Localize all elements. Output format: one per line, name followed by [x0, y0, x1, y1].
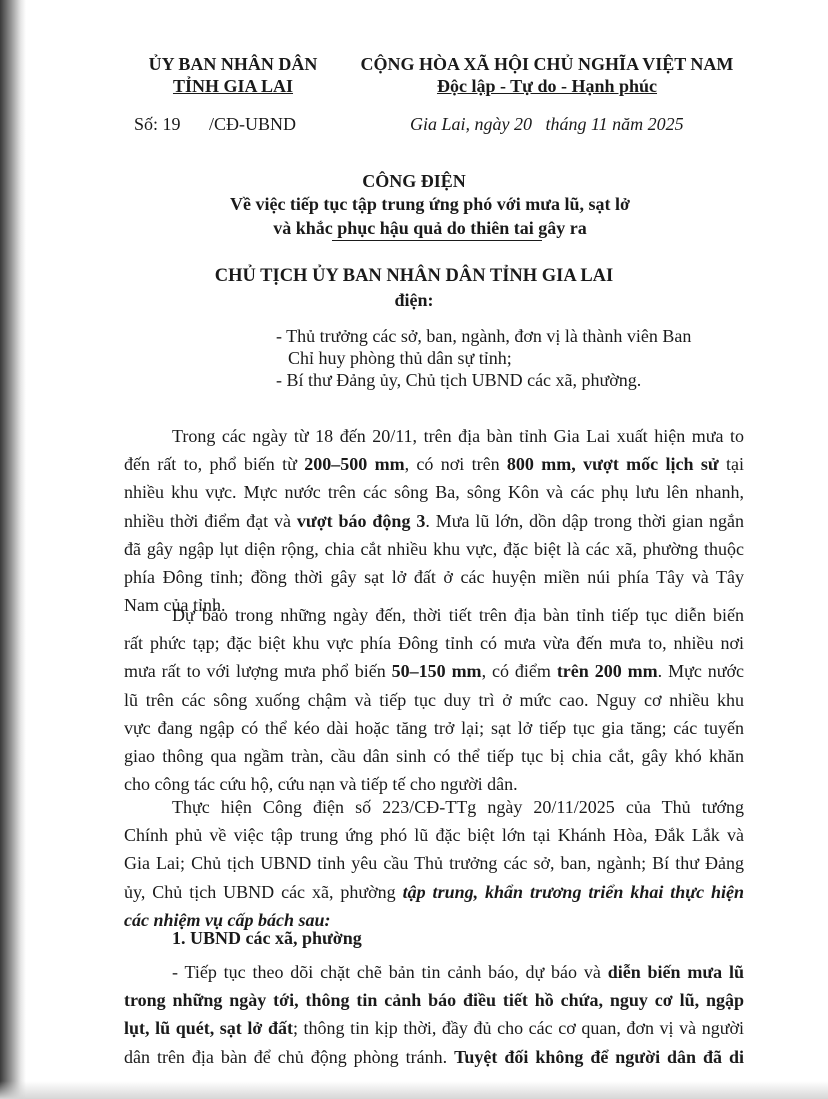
subject-line2: và khắc phục hậu quả do thiên tai gây ra: [273, 218, 587, 238]
p1-line7: Nam của tỉnh.: [124, 595, 226, 616]
recipient-item-1: [276, 325, 691, 391]
page-shadow-left: [0, 0, 26, 1099]
number-suffix: /CĐ-UBND: [209, 114, 297, 134]
recipient-item-2: - Bí thư Đảng ủy, Chủ tịch UBND các xã, phường.: [276, 370, 642, 390]
paragraph-4: [124, 958, 744, 1071]
p1-line5: đã gây ngập lụt diện rộng, chia cắt nhiều khu vực, đặc biệt là các xã, phường thuộc: [124, 538, 744, 559]
paragraph-2: [124, 601, 744, 798]
p1-line4: nhiều thời điểm đạt và vượt báo động 3. Mưa lũ lớn, dồn dập trong thời gian ngắn: [124, 510, 744, 531]
recipient-1-line1: - Thủ trưởng các sở, ban, ngành, đơn vị là thành viên Ban: [276, 326, 692, 346]
p2-line2: rất phức tạp; đặc biệt khu vực phía Đông tỉnh có mưa vừa đến mưa to, nhiều nơi: [124, 633, 744, 654]
sender-title: CHỦ TỊCH ỦY BAN NHÂN DÂN TỈNH GIA LAI: [214, 266, 614, 286]
p2-line7: cho công tác cứu hộ, cứu nạn và tiếp tế cho người dân.: [124, 774, 518, 795]
paragraph-1: [124, 422, 744, 619]
p4-line2: trong những ngày tới, thông tin cảnh báo điều tiết hồ chứa, nguy cơ lũ, ngập: [124, 990, 744, 1011]
subject-line1: Về việc tiếp tục tập trung ứng phó với mưa lũ, sạt lở: [229, 194, 631, 214]
document-number: [134, 114, 296, 135]
sender-verb: điện:: [394, 290, 434, 310]
p1-line2: đến rất to, phổ biến từ 200–500 mm, có nơi trên 800 mm, vượt mốc lịch sử tại: [124, 454, 744, 475]
section-1-heading: 1. UBND các xã, phường: [172, 928, 362, 948]
paragraph-3: [124, 793, 744, 934]
p3-line4: ủy, Chủ tịch UBND các xã, phường tập trung, khẩn trương triển khai thực hiện: [124, 881, 745, 902]
p3-line5: các nhiệm vụ cấp bách sau:: [124, 909, 331, 930]
subject-underline: [332, 240, 542, 241]
motto: Độc lập - Tự do - Hạnh phúc: [436, 76, 658, 96]
p1-line1: Trong các ngày từ 18 đến 20/11, trên địa bàn tỉnh Gia Lai xuất hiện mưa to: [172, 426, 744, 446]
p3-line2: Chính phủ về việc tập trung ứng phó lũ đặc biệt lớn tại Khánh Hòa, Đắk Lắk và: [124, 825, 744, 846]
p3-line1: Thực hiện Công điện số 223/CĐ-TTg ngày 20/11/2025 của Thủ tướng: [172, 797, 744, 817]
issuer-line1: ỦY BAN NHÂN DÂN: [148, 54, 318, 74]
p4-line4: dân trên địa bàn để chủ động phòng tránh. Tuyệt đối không để người dân đã di: [124, 1046, 744, 1067]
p3-line3: Gia Lai; Chủ tịch UBND tỉnh yêu cầu Thủ trưởng các sở, ban, ngành; Bí thư Đảng: [124, 853, 744, 874]
p2-line3: mưa rất to với lượng mưa phổ biến 50–150 mm, có điểm trên 200 mm. Mực nước: [124, 661, 744, 682]
p2-line6: giao thông qua ngầm tràn, cầu dân sinh có thể tiếp tục bị chia cắt, gây khó khăn: [124, 746, 744, 767]
national-motto-block: [352, 53, 742, 97]
page-shadow-bottom: [0, 1081, 828, 1099]
p1-line6: phía Đông tỉnh; đồng thời gây sạt lở đất ở các huyện miền núi phía Tây và Tây: [124, 567, 744, 588]
p4-line1: - Tiếp tục theo dõi chặt chẽ bản tin cảnh báo, dự báo và diễn biến mưa lũ: [172, 962, 744, 982]
p2-line4: lũ trên các sông xuống chậm và tiếp tục duy trì ở mức cao. Nguy cơ nhiều khu: [124, 689, 744, 710]
issuer-block: [128, 53, 338, 97]
p1-line3: nhiều khu vực. Mực nước trên các sông Ba, sông Kôn và các phụ lưu lên nhanh,: [124, 482, 744, 503]
recipient-1-line2: Chỉ huy phòng thủ dân sự tỉnh;: [288, 348, 512, 368]
issuer-line2: TỈNH GIA LAI: [172, 76, 294, 96]
p2-line1: Dự báo trong những ngày đến, thời tiết trên địa bàn tỉnh tiếp tục diễn biến: [172, 605, 744, 625]
document-type: CÔNG ĐIỆN: [362, 171, 466, 191]
number-label: Số: 19: [134, 114, 181, 134]
place-date: Gia Lai, ngày 20 tháng 11 năm 2025: [410, 114, 684, 134]
p2-line5: vực đang ngập có thể kéo dài hoặc tăng trở lại; sạt lở tiếp tục gia tăng; các tuyến: [124, 717, 744, 738]
p4-line3: lụt, lũ quét, sạt lở đất; thông tin kịp thời, đầy đủ cho các cơ quan, đơn vị và người: [124, 1018, 744, 1039]
country-name: CỘNG HÒA XÃ HỘI CHỦ NGHĨA VIỆT NAM: [360, 54, 734, 74]
